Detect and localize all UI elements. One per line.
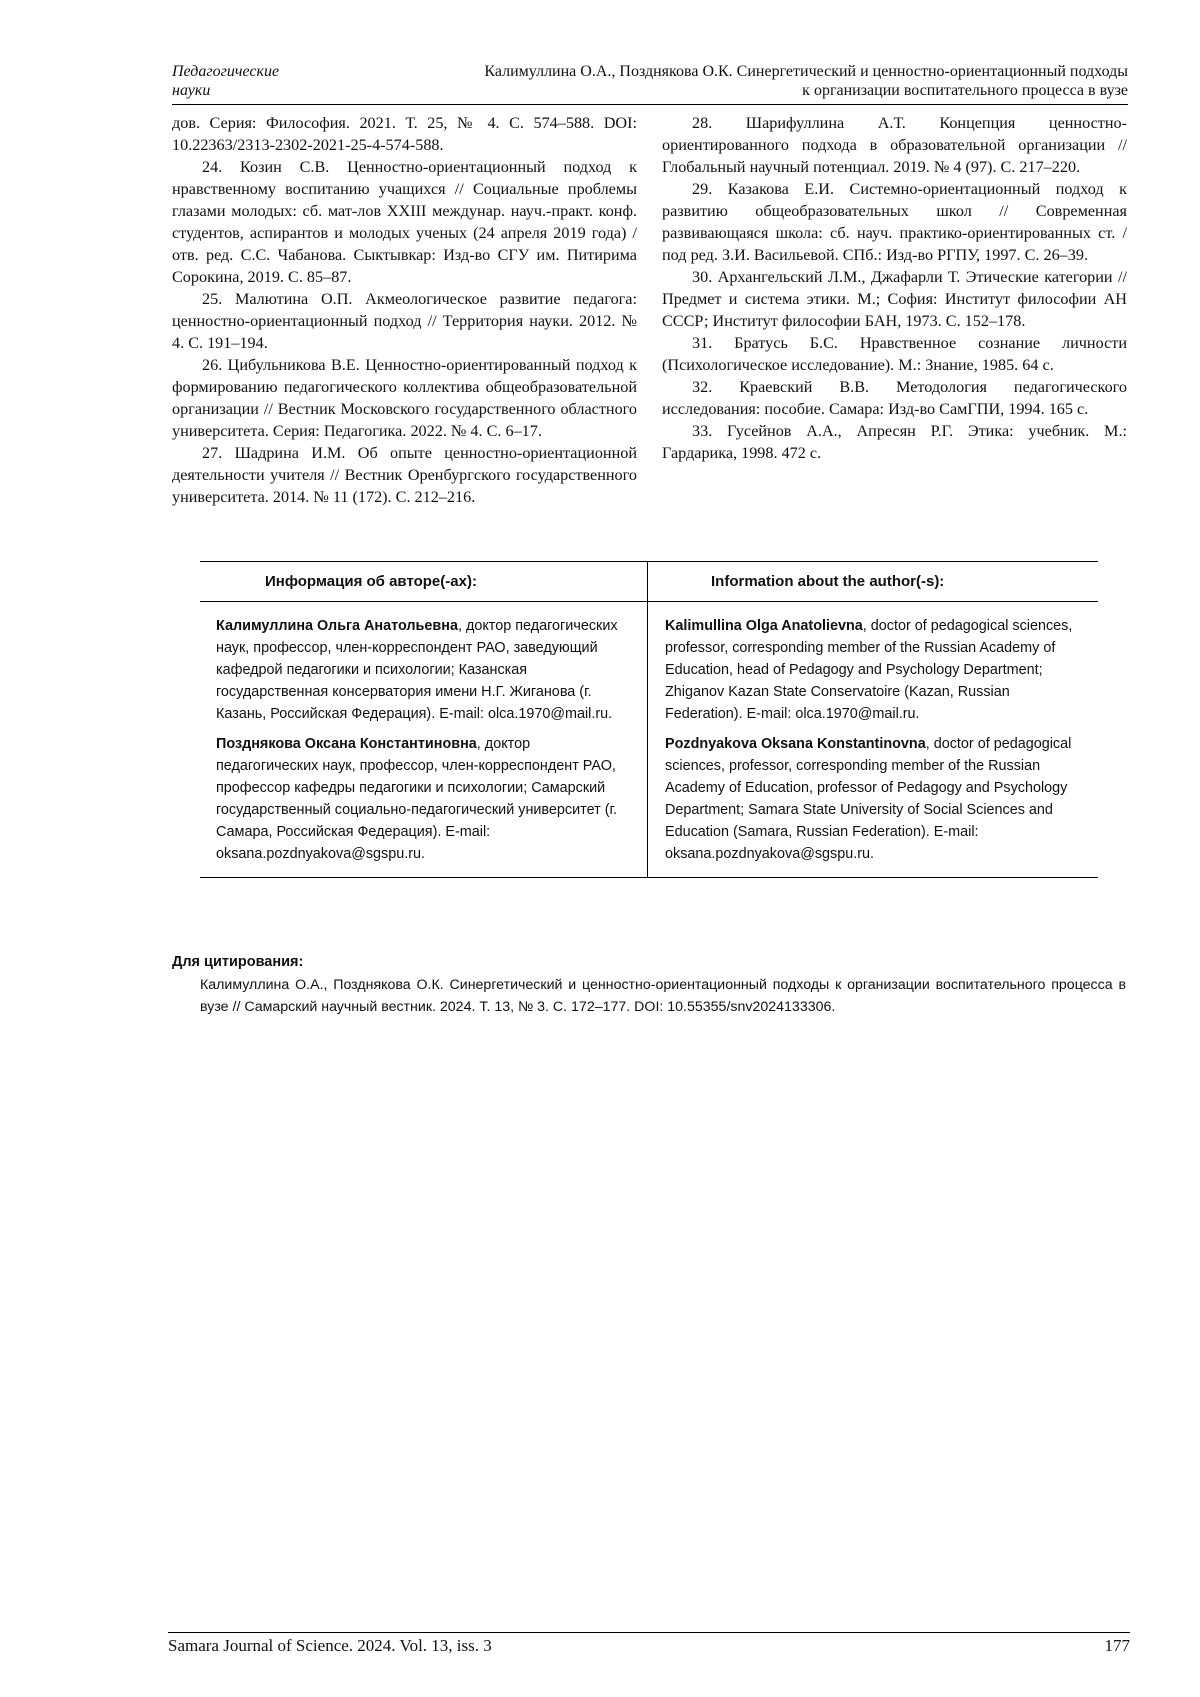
author-info-header-row — [200, 562, 1098, 602]
reference-25: 25. Малютина О.П. Акмеологическое развитие педагога: ценностно-ориентационный подход // Территория науки. 2012. № 4. С. 191–194. — [172, 288, 637, 354]
author-details: , doctor of pedagogical sciences, professor, corresponding member of the Russian Academy of Education, head of Pedagogy and Psychology Department; Zhiganov Kazan State Conservatoire (Kazan, Russian Federation). E-mail: olca.1970@mail.ru. — [665, 618, 1072, 722]
footer-journal-title: Samara Journal of Science. 2024. Vol. 13, iss. 3 — [168, 1635, 492, 1657]
author-info-ru-heading: Информация об авторе(-ах): — [200, 562, 648, 601]
author-info-ru-column — [200, 602, 648, 877]
author-details: , doctor of pedagogical sciences, professor, corresponding member of the Russian Academy of Education, professor of Pedagogy and Psychology Department; Samara State University of Social Sciences and Education (Samara, Russian Federation). E-mail: oksana.pozdnyakova@sgspu.ru. — [665, 736, 1071, 862]
reference-continuation: дов. Серия: Философия. 2021. Т. 25, № 4. С. 574–588. DOI: 10.22363/2313-2302-2021-25-4-574-588. — [172, 112, 637, 156]
author-name: Позднякова Оксана Константиновна — [216, 736, 477, 752]
author-name: Pozdnyakova Oksana Konstantinovna — [665, 736, 926, 752]
journal-rubric — [172, 62, 279, 100]
article-running-title — [484, 62, 1128, 100]
reference-30: 30. Архангельский Л.М., Джафарли Т. Этические категории // Предмет и система этики. М.; София: Институт философии АН СССР; Институт философии БАН, 1973. С. 152–178. — [662, 266, 1127, 332]
author-name: Калимуллина Ольга Анатольевна — [216, 618, 458, 634]
article-title-line-2: к организации воспитательного процесса в вузе — [484, 81, 1128, 100]
author-entry-ru-2 — [216, 733, 633, 865]
reference-27: 27. Шадрина И.М. Об опыте ценностно-ориентационной деятельности учителя // Вестник Оренбургского государственного университета. 2014. № 11 (172). С. 212–216. — [172, 442, 637, 508]
reference-32: 32. Краевский В.В. Методология педагогического исследования: пособие. Самара: Изд-во СамГПИ, 1994. 165 с. — [662, 376, 1127, 420]
author-entry-en-1 — [665, 615, 1084, 725]
author-name: Kalimullina Olga Anatolievna — [665, 618, 863, 634]
author-info-table — [200, 561, 1098, 878]
rubric-line-1: Педагогические — [172, 62, 279, 81]
article-title-line-1: Калимуллина О.А., Позднякова О.К. Синергетический и ценностно-ориентационный подходы — [484, 62, 1128, 81]
references-right-column — [662, 112, 1127, 464]
reference-26: 26. Цибульникова В.Е. Ценностно-ориентированный подход к формированию педагогического коллектива общеобразовательной организации // Вестник Московского государственного областного университета. Серия: Педагогика. 2022. № 4. С. 6–17. — [172, 354, 637, 442]
citation-label: Для цитирования: — [172, 952, 303, 972]
author-info-en-heading: Information about the author(-s): — [648, 562, 1098, 601]
author-entry-ru-1 — [216, 615, 633, 725]
author-entry-en-2 — [665, 733, 1084, 865]
running-header — [172, 62, 1128, 105]
reference-24: 24. Козин С.В. Ценностно-ориентационный подход к нравственному воспитанию учащихся // Социальные проблемы глазами молодых: сб. мат-лов XXIII междунар. науч.-практ. конф. студентов, аспирантов и молодых ученых (24 апреля 2019 года) / отв. ред. С.С. Чабанова. Сыктывкар: Изд-во СГУ им. Питирима Сорокина, 2019. С. 85–87. — [172, 156, 637, 288]
references-left-column — [172, 112, 637, 508]
reference-33: 33. Гусейнов А.А., Апресян Р.Г. Этика: учебник. М.: Гардарика, 1998. 472 с. — [662, 420, 1127, 464]
author-details: , доктор педагогических наук, профессор, член-корреспондент РАО, профессор кафедры педагогики и психологии; Самарский государственный социально-педагогический университет (г. Самара, Российская Федерация). E-mail: oksana.pozdnyakova@sgspu.ru. — [216, 736, 617, 862]
page-footer — [168, 1632, 1130, 1635]
author-info-en-column — [648, 602, 1098, 877]
citation-text: Калимуллина О.А., Позднякова О.К. Синергетический и ценностно-ориентационный подходы к организации воспитательного процесса в вузе // Самарский научный вестник. 2024. Т. 13, № 3. С. 172–177. DOI: 10.55355/snv2024133306. — [200, 974, 1126, 1018]
author-details: , доктор педагогических наук, профессор, член-корреспондент РАО, заведующий кафедрой педагогики и психологии; Казанская государственная консерватория имени Н.Г. Жиганова (г. Казань, Российская Федерация). E-mail: olca.1970@mail.ru. — [216, 618, 618, 722]
rubric-line-2: науки — [172, 81, 279, 100]
reference-29: 29. Казакова Е.И. Системно-ориентационный подход к развитию общеобразовательных школ // Современная развивающаяся школа: сб. науч. практико-ориентированных ст. / под ред. З.И. Васильевой. СПб.: Изд-во РГПУ, 1997. С. 26–39. — [662, 178, 1127, 266]
author-info-body-row — [200, 602, 1098, 877]
reference-28: 28. Шарифуллина А.Т. Концепция ценностно-ориентированного подхода в образовательной организации // Глобальный научный потенциал. 2019. № 4 (97). С. 217–220. — [662, 112, 1127, 178]
reference-31: 31. Братусь Б.С. Нравственное сознание личности (Психологическое исследование). М.: Знание, 1985. 64 с. — [662, 332, 1127, 376]
page-number: 177 — [1105, 1635, 1131, 1657]
